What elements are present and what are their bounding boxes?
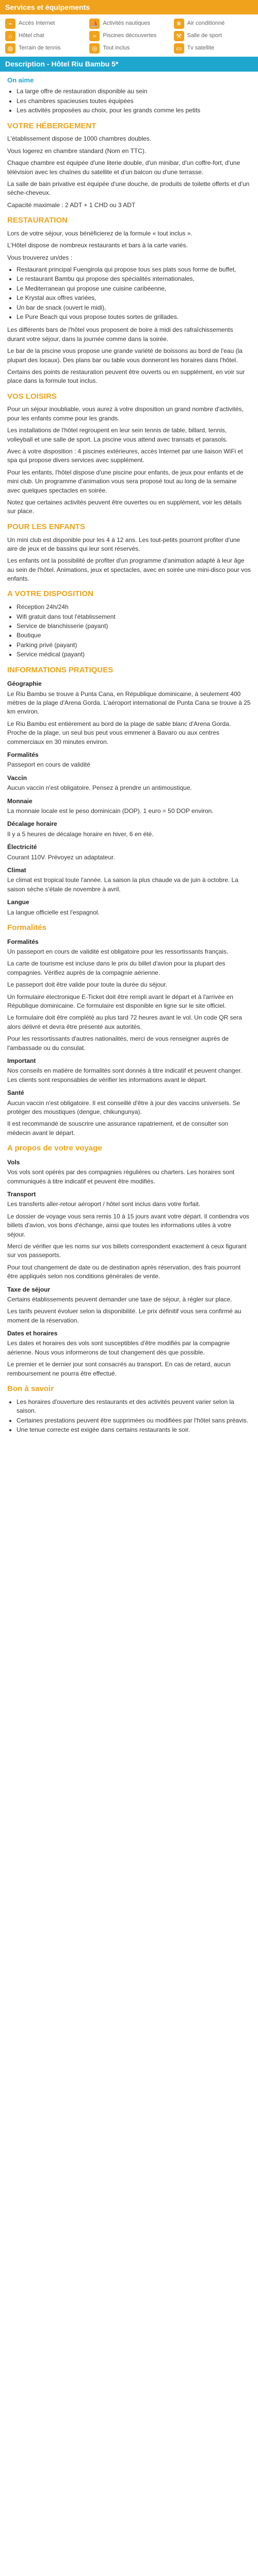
- list-item: • Le restaurant Bambu qui propose des spécialités internationales,: [17, 275, 251, 283]
- paragraph: La langue officielle est l'espagnol.: [7, 908, 100, 916]
- service-item: [5, 31, 84, 41]
- paragraph: Courant 110V. Prévoyez un adaptateur.: [7, 853, 115, 861]
- paragraph: Pour les enfants, l'hôtel dispose d'une piscine pour enfants, de jeux pour enfants et de mini club. Un programme d'animation vous sera proposé tout au long de la semaine avec quelques spectacles en soirée.: [7, 468, 244, 494]
- list-item: • Boutique: [17, 631, 251, 640]
- list-item: • Le Mediterranean qui propose une cuisine caribéenne,: [17, 284, 251, 293]
- service-item: [89, 31, 168, 41]
- paragraph: Le climat est tropical toute l'année. La saison la plus chaude va de juin à octobre. La saison sèche s'étale de novembre à avril.: [7, 876, 238, 893]
- formalites-subtitle: Formalités: [7, 938, 39, 945]
- paragraph: L'Hôtel dispose de nombreux restaurants et bars à la carte variés.: [7, 242, 188, 249]
- geo-title: Géographie: [7, 680, 42, 688]
- paragraph: Un formulaire électronique E-Ticket doit être rempli avant le départ et à l'arrivée en République dominicaine. Ce formulaire est disponible en ligne sur le site officiel.: [7, 993, 234, 1009]
- paragraph: Passeport en cours de validité: [7, 761, 90, 769]
- paragraph: Les différents bars de l'hôtel vous proposent de boire à midi des rafraîchissements durant votre séjour, dans la journée comme dans la soirée.: [7, 326, 233, 343]
- service-item: [5, 43, 84, 54]
- service-label: Salle de sport: [187, 32, 222, 39]
- paragraph: Un passeport en cours de validité est obligatoire pour les ressortissants français.: [7, 948, 229, 956]
- list-item: • Service médical (payant): [17, 650, 251, 659]
- paragraph: Les dates et horaires des vols sont susceptibles d'être modifiés par la compagnie aérienne. Nous vous informerons de tout changement dès que possible.: [7, 1340, 230, 1356]
- paragraph: Merci de vérifier que les noms sur vos billets correspondent exactement à ceux figurant sur vos passeports.: [7, 1242, 247, 1259]
- list-item: • La large offre de restauration disponible au sein: [17, 87, 251, 96]
- paragraph: Il y a 5 heures de décalage horaire en hiver, 6 en été.: [7, 830, 154, 838]
- on-aime-title: On aime: [7, 76, 34, 84]
- restaurant-list: [17, 265, 251, 321]
- paragraph: La salle de bain privative est équipée d'une douche, de produits de toilette offerts et d'un sèche-cheveux.: [7, 180, 250, 197]
- paragraph: Chaque chambre est équipée d'une literie double, d'un minibar, d'un coffre-fort, d'une télévision avec les chaînes du satellite et d'un balcon ou d'une terrasse.: [7, 159, 240, 176]
- list-item: • Les chambres spacieuses toutes équipées: [17, 97, 251, 106]
- service-item: [89, 19, 168, 29]
- bon-a-savoir-list: [17, 1398, 251, 1435]
- vaccin-title: Vaccin: [7, 774, 27, 782]
- paragraph: Capacité maximale : 2 ADT + 1 CHD ou 3 ADT: [7, 201, 136, 209]
- paragraph: Les enfants ont la possibilité de profiter d'un programme d'animation adapté à leur âge au sein de l'hôtel. Animations, jeux et spectacles, avec en soirée une mini-disco pour vos enfants.: [7, 557, 251, 583]
- paragraph: La monnaie locale est le peso dominicain (DOP). 1 euro = 50 DOP environ.: [7, 807, 214, 815]
- list-item: • Les horaires d'ouverture des restaurants et des activités peuvent varier selon la saison.: [17, 1398, 251, 1416]
- snowflake-icon: ❄: [174, 19, 184, 29]
- paragraph: Le formulaire doit être complété au plus tard 72 heures avant le vol. Un code QR sera alors délivré et devra être présenté aux autorités.: [7, 1014, 242, 1030]
- paragraph: Un mini club est disponible pour les 4 à 12 ans. Les tout-petits pourront profiter d'une aire de jeux et de bassins qui leur sont réservés.: [7, 536, 240, 552]
- loisirs-title: VOS LOISIRS: [7, 392, 57, 401]
- on-aime-list: [17, 87, 251, 115]
- boat-icon: ⛵: [89, 19, 100, 29]
- enfants-title: POUR LES ENFANTS: [7, 522, 85, 531]
- paragraph: Le premier et le dernier jour sont consacrés au transport. En cas de retard, aucun remboursement ne pourra être effectué.: [7, 1361, 231, 1377]
- paragraph: Aucun vaccin n'est obligatoire. Pensez à prendre un antimoustique.: [7, 784, 192, 792]
- hebergement-title: VOTRE HÉBERGEMENT: [7, 121, 96, 130]
- paragraph: Pour tout changement de date ou de destination après réservation, des frais pourront être appliqués selon nos conditions générales de vente.: [7, 1263, 241, 1280]
- dates-title: Dates et horaires: [7, 1330, 58, 1337]
- paragraph: Avec à votre disposition : 4 piscines extérieures, accès Internet par une liaison WiFi et spa qui propose divers services avec supplément.: [7, 448, 243, 464]
- paragraph: Le dossier de voyage vous sera remis 10 à 15 jours avant votre départ. Il contiendra vos billets d'avion, vos bons d'échange, ainsi que toutes les informations utiles à votre séjour.: [7, 1212, 249, 1238]
- service-item: [5, 19, 84, 29]
- list-item: • Parking privé (payant): [17, 641, 251, 650]
- a-propos-title: A propos de votre voyage: [7, 1144, 102, 1153]
- service-label: Terrain de tennis: [19, 45, 61, 52]
- service-item: [174, 19, 253, 29]
- paragraph: Lors de votre séjour, vous bénéficierez de la formule « tout inclus ».: [7, 229, 192, 237]
- list-item: • Un bar de snack (ouvert le midi),: [17, 303, 251, 312]
- tennis-icon: ◍: [5, 43, 15, 54]
- restauration-title: RESTAURATION: [7, 216, 68, 225]
- list-item: • Service de blanchisserie (payant): [17, 622, 251, 631]
- bracelet-icon: ◎: [89, 43, 100, 54]
- paragraph: Les tarifs peuvent évoluer selon la disponibilité. Le prix définitif vous sera confirmé au moment de la réservation.: [7, 1308, 241, 1324]
- service-label: Hôtel chat: [19, 32, 44, 39]
- formalites-title: Formalités: [7, 923, 46, 932]
- disposition-list: [17, 603, 251, 659]
- service-label: Tv satellite: [187, 45, 215, 52]
- paragraph: Pour les ressortissants d'autres nationalités, merci de vous renseigner auprès de l'ambassade ou du consulat.: [7, 1035, 229, 1052]
- list-item: • Certaines prestations peuvent être supprimées ou modifiées par l'hôtel sans préavis.: [17, 1416, 251, 1425]
- paragraph: Vos vols sont opérés par des compagnies régulières ou charters. Les horaires sont communiqués à titre indicatif et peuvent être modifiés.: [7, 1168, 235, 1185]
- list-item: • Restaurant principal Fuengirola qui propose tous ses plats sous forme de buffet,: [17, 265, 251, 274]
- main-content: [0, 76, 258, 1435]
- climat-title: Climat: [7, 866, 26, 874]
- paragraph: Vous trouverez un/des :: [7, 253, 73, 261]
- disposition-title: A VOTRE DISPOSITION: [7, 589, 93, 599]
- service-item: [174, 31, 253, 41]
- services-bar: Services et équipements: [0, 0, 258, 14]
- langue-title: Langue: [7, 899, 29, 906]
- sante-title: Santé: [7, 1089, 24, 1097]
- infos-pratiques-title: INFORMATIONS PRATIQUES: [7, 665, 114, 674]
- paragraph: Vous logerez en chambre standard (Nom en TTC).: [7, 147, 147, 155]
- service-label: Accès Internet: [19, 20, 55, 27]
- service-item: [174, 43, 253, 54]
- list-item: • Les activités proposées au choix, pour les grands comme les petits: [17, 106, 251, 115]
- list-item: • Le Pure Beach qui vous propose toutes sortes de grillades.: [17, 313, 251, 321]
- paragraph: La carte de tourisme est incluse dans le prix du billet d'avion pour la plupart des compagnies. Vérifiez auprès de la compagnie aérienne.: [7, 960, 225, 976]
- bon-a-savoir-title: Bon à savoir: [7, 1384, 54, 1394]
- decalage-title: Décalage horaire: [7, 820, 57, 828]
- paragraph: Le bar de la piscine vous propose une grande variété de boissons au bord de l'eau (la plupart des locaux). Des plans bar ou table vous donneront les horaires dans l'hôtel.: [7, 347, 243, 364]
- monnaie-title: Monnaie: [7, 797, 33, 805]
- service-label: Tout inclus: [103, 45, 130, 52]
- list-item: • Une tenue correcte est exigée dans certains restaurants le soir.: [17, 1426, 251, 1434]
- paragraph: Nos conseils en matière de formalités sont donnés à titre indicatif et peuvent changer. Les clients sont responsables de vérifier les informations avant le départ.: [7, 1067, 242, 1083]
- wifi-icon: ⌁: [5, 19, 15, 29]
- paragraph: Les installations de l'hôtel regroupent en leur sein tennis de table, billard, tennis, volleyball et une salle de sport. La piscine vous attend avec transats et parasols.: [7, 427, 228, 443]
- cat-icon: ⌂: [5, 31, 15, 41]
- description-title-bar: Description - Hôtel Riu Bambu 5*: [0, 57, 258, 71]
- tv-icon: ▭: [174, 43, 184, 54]
- paragraph: Les transferts aller-retour aéroport / hôtel sont inclus dans votre forfait.: [7, 1200, 201, 1208]
- paragraph: L'établissement dispose de 1000 chambres doubles.: [7, 135, 152, 143]
- formalite-title: Formalités: [7, 751, 39, 759]
- list-item: • Wifi gratuit dans tout l'établissement: [17, 613, 251, 621]
- paragraph: Le Riu Bambu se trouve à Punta Cana, en République dominicaine, à seulement 400 mètres de la plage d'Arena Gorda. L'aéroport international de Punta Cana se trouve à 25 km environ.: [7, 690, 251, 716]
- paragraph: Certains établissements peuvent demander une taxe de séjour, à régler sur place.: [7, 1295, 232, 1303]
- dumbbell-icon: ⚒: [174, 31, 184, 41]
- paragraph: Pour un séjour inoubliable, vous aurez à votre disposition un grand nombre d'activités, pour les enfants comme pour les grands.: [7, 405, 244, 422]
- paragraph: Le Riu Bambu est entièrement au bord de la plage de sable blanc d'Arena Gorda. Proche de la plage, un seul bus peut vous emmener à Bavaro ou aux centres commerciaux en 30 minutes environ.: [7, 720, 231, 745]
- list-item: • Le Krystal aux offres variées,: [17, 294, 251, 302]
- electricite-title: Électricité: [7, 843, 37, 851]
- paragraph: Aucun vaccin n'est obligatoire. Il est conseillé d'être à jour des vaccins universels. Se protéger des moustiques (dengue, chikungunya).: [7, 1099, 240, 1115]
- list-item: • Réception 24h/24h: [17, 603, 251, 612]
- transport-title: Transport: [7, 1190, 36, 1198]
- services-grid: [0, 14, 258, 57]
- service-label: Piscines découvertes: [103, 32, 157, 39]
- paragraph: Le passeport doit être valide pour toute la durée du séjour.: [7, 981, 168, 989]
- vols-title: Vols: [7, 1158, 20, 1166]
- paragraph: Certains des points de restauration peuvent être ouverts ou en supplément, en voir sur place dans la formule tout inclus.: [7, 368, 245, 385]
- service-label: Air conditionné: [187, 20, 225, 27]
- paragraph: Il est recommandé de souscrire une assurance rapatriement, et de consulter son médecin avant le départ.: [7, 1120, 229, 1137]
- service-label: Activités nautiques: [103, 20, 151, 27]
- important-title: Important: [7, 1057, 36, 1064]
- pool-icon: ≈: [89, 31, 100, 41]
- paragraph: Notez que certaines activités peuvent être ouvertes ou en supplément, voir les détails sur place.: [7, 498, 242, 515]
- service-item: [89, 43, 168, 54]
- taxe-title: Taxe de séjour: [7, 1285, 51, 1293]
